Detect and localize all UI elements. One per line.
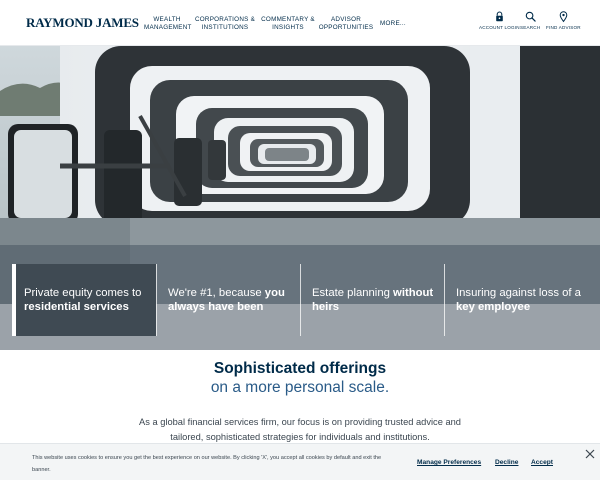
intro-paragraph: As a global financial services firm, our focus is on providing trusted advice and tailored, sophisticated strategies for individuals and institutions.	[139, 417, 461, 442]
hero-banner	[0, 46, 600, 313]
nav-wealth-management[interactable]: WEALTH MANAGEMENT	[144, 16, 192, 31]
search-label: SEARCH	[520, 25, 541, 30]
card-text-bold: residential services	[24, 301, 129, 313]
nav-commentary-insights[interactable]: COMMENTARY & INSIGHTS	[261, 16, 315, 31]
card-text-bold: without heirs	[312, 287, 434, 313]
card-text-bold: key employee	[456, 301, 531, 313]
cookie-notice-text: This website uses cookies to ensure you get the best experience on our website. By clicking 'X', you accept all cookies by default and exit the banner.	[32, 455, 382, 473]
card-text: We're #1, because	[168, 287, 265, 299]
nav-corporations-institutions[interactable]: CORPORATIONS & INSTITUTIONS	[194, 16, 256, 31]
featured-article-card[interactable]	[156, 264, 300, 336]
card-text: Estate planning	[312, 287, 394, 299]
cookie-banner	[0, 443, 600, 480]
nav-advisor-opportunities[interactable]: ADVISOR OPPORTUNITIES	[318, 16, 374, 31]
featured-article-card[interactable]	[12, 264, 156, 336]
close-icon[interactable]	[585, 449, 595, 459]
find-advisor-link[interactable]	[546, 11, 581, 30]
manage-preferences-link[interactable]: Manage Preferences	[417, 459, 482, 466]
account-login-link[interactable]	[479, 11, 520, 30]
search-link[interactable]	[520, 11, 540, 30]
card-text-bold: you always have been	[168, 287, 285, 313]
decline-button[interactable]: Decline	[495, 459, 519, 466]
raymond-james-logo[interactable]: RAYMOND JAMES	[26, 15, 139, 30]
account-login-label: ACCOUNT LOGIN	[479, 25, 520, 30]
primary-nav	[144, 16, 406, 32]
site-header	[0, 0, 600, 46]
lock-icon	[494, 11, 505, 22]
card-text: Insuring against loss of a	[456, 287, 581, 299]
featured-articles-bar	[0, 245, 600, 350]
accept-button[interactable]: Accept	[531, 459, 553, 466]
section-headline: Sophisticated offerings	[213, 360, 387, 377]
find-advisor-label: FIND ADVISOR	[546, 25, 581, 30]
featured-article-card[interactable]	[300, 264, 444, 336]
card-text: Private equity comes to	[24, 287, 142, 299]
featured-article-card[interactable]	[444, 264, 594, 336]
section-subheadline: on a more personal scale.	[210, 379, 390, 396]
location-pin-icon	[558, 11, 569, 22]
search-icon	[525, 11, 536, 22]
nav-more[interactable]: MORE...	[380, 20, 406, 27]
